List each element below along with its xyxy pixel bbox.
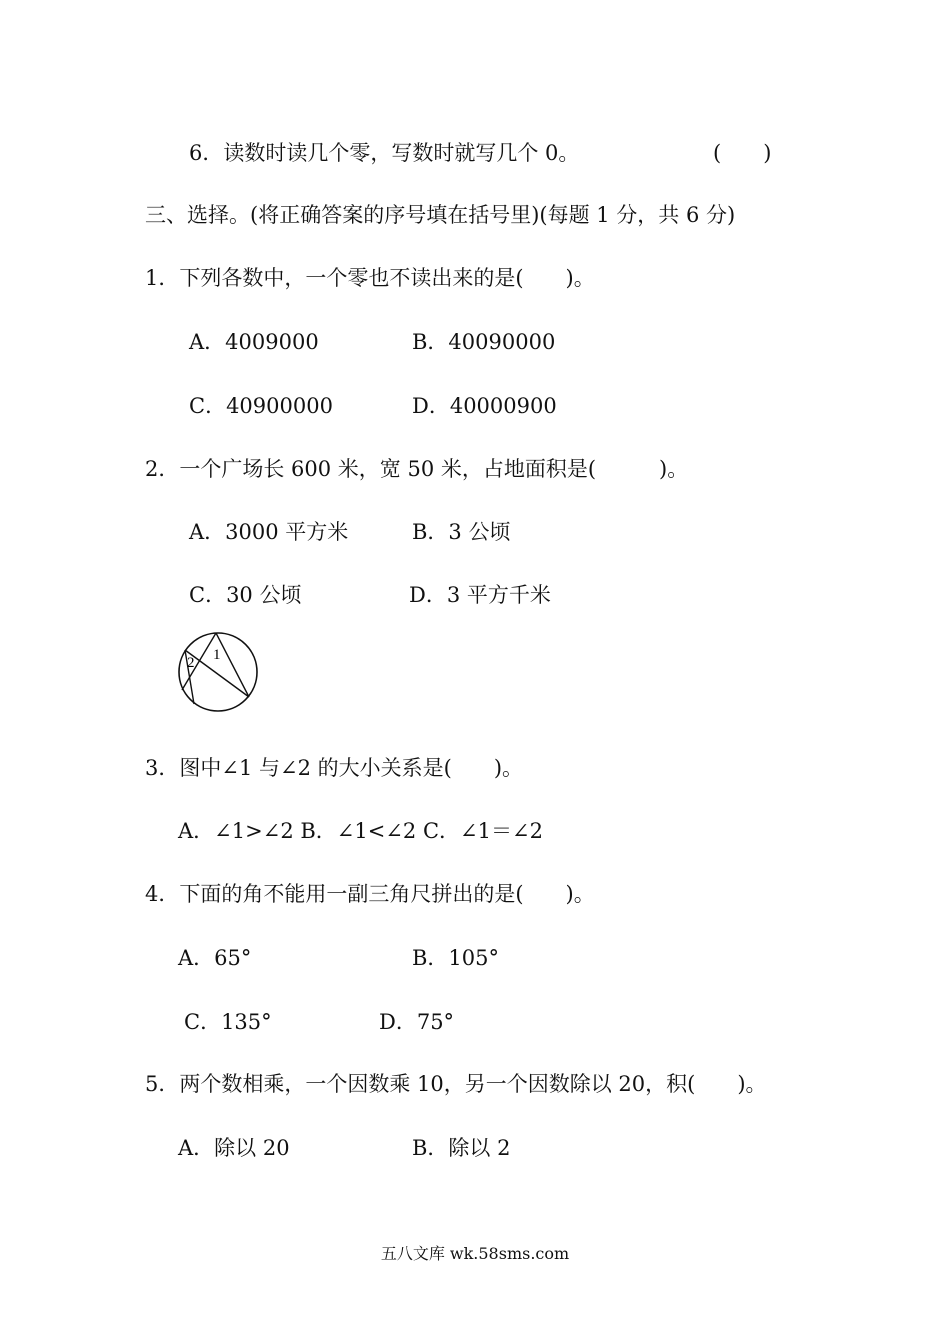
option-d: D．40000900 (412, 394, 557, 418)
question-stem: 4．下面的角不能用一副三角尺拼出的是( )。 (145, 882, 595, 906)
angle-1-label: 1 (213, 647, 221, 663)
circle-angle-figure (172, 626, 264, 718)
option-c: C．135° (184, 1010, 272, 1034)
statement-text: 6．读数时读几个零，写数时就写几个 0。 (189, 141, 580, 165)
question-stem: 1．下列各数中，一个零也不读出来的是( )。 (145, 266, 595, 290)
option-a: A．除以 20 (178, 1136, 290, 1160)
options-line: A．∠1>∠2 B．∠1<∠2 C．∠1＝∠2 (178, 819, 543, 843)
option-c: C．40900000 (189, 394, 333, 418)
option-b: B．除以 2 (412, 1136, 511, 1160)
answer-paren: ( ) (713, 141, 772, 165)
option-c: C．30 公顷 (189, 583, 302, 607)
option-d: D．3 平方千米 (409, 583, 551, 607)
option-a: A．3000 平方米 (189, 520, 349, 544)
option-b: B．105° (412, 946, 500, 970)
option-a: A．65° (178, 946, 252, 970)
question-stem: 2．一个广场长 600 米，宽 50 米，占地面积是( )。 (145, 457, 689, 481)
question-stem: 5．两个数相乘，一个因数乘 10，另一个因数除以 20，积( )。 (145, 1072, 767, 1096)
option-a: A．4009000 (189, 330, 319, 354)
option-b: B．40090000 (412, 330, 556, 354)
question-stem: 3．图中∠1 与∠2 的大小关系是( )。 (145, 756, 524, 780)
option-b: B．3 公顷 (412, 520, 511, 544)
circle-diagram (172, 626, 264, 718)
option-d: D．75° (379, 1010, 455, 1034)
angle-2-label: 2 (187, 655, 195, 671)
footer-watermark: 五八文库 wk.58sms.com (380, 1244, 570, 1263)
section-heading: 三、选择。(将正确答案的序号填在括号里)(每题 1 分，共 6 分) (145, 203, 736, 227)
